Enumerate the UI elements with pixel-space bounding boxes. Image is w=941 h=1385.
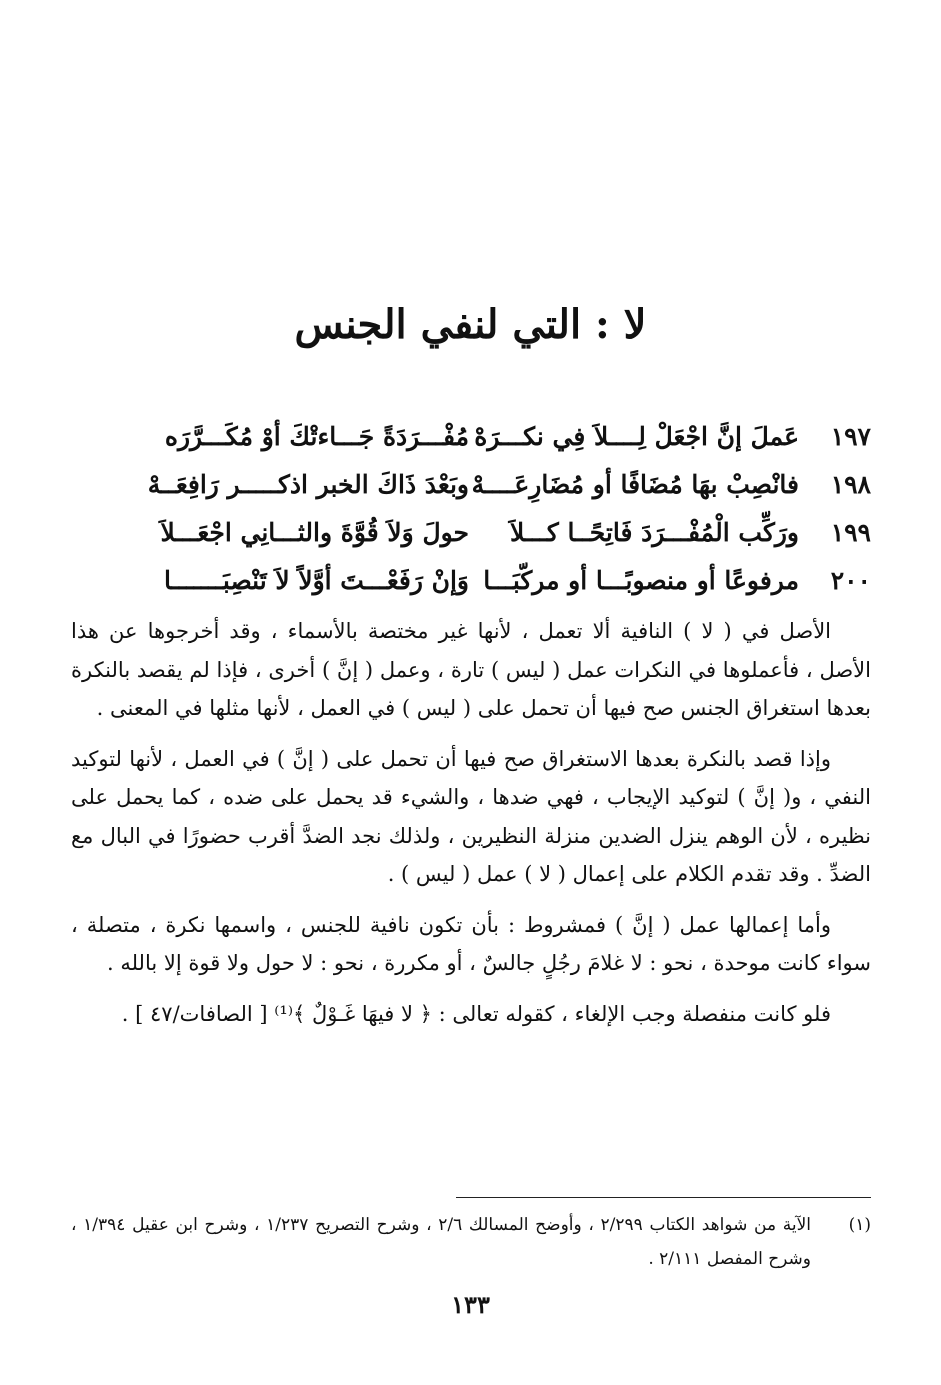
footnote-mark: (١) [848, 1215, 871, 1235]
page-number: ١٣٣ [451, 1290, 490, 1319]
paragraph: وأما إعمالها عمل ( إنَّ ) فمشروط : بأن تكون نافية للجنس ، واسمها نكرة ، متصلة ، سواء كانت موحدة ، نحو : لا غلامَ رجُلٍ جالسٌ ، أو مكررة ، نحو : لا حول ولا قوة إلا بالله . [71, 912, 871, 975]
footnote-divider [456, 1197, 871, 1198]
verse-number: ١٩٨ [830, 469, 871, 499]
body-text [71, 612, 871, 1045]
footnote-text: الآية من شواهد الكتاب ٢/٢٩٩ ، وأوضح المسالك ٢/٦ ، وشرح التصريح ١/٢٣٧ ، وشرح ابن عقيل ١/٣٩٤ ، وشرح المفصل ٢/١١١ . [71, 1215, 811, 1269]
paragraph: فلو كانت منفصلة وجب الإلغاء ، كقوله تعالى : ﴿ لا فيهَا غَـوْلٌ ﴾⁽¹⁾ [ الصافات/٤٧ ] . [121, 1001, 831, 1026]
paragraph: وإذا قصد بالنكرة بعدها الاستغراق صح فيها أن تحمل على ( إنَّ ) في العمل ، لأنها لتوكيد النفي ، و( إنَّ ) لتوكيد الإيجاب ، فهي ضدها ، والشيء قد يحمل على ضده ، كما يحمل على نظيره ، لأن الوهم ينزل الضدين منزلة النظيرين ، ولذلك نجد الضدَّ أقرب حضورًا في البال مع الضدِّ . وقد تقدم الكلام على إعمال ( لا ) عمل ( ليس ) . [71, 746, 871, 886]
verse-number: ١٩٩ [830, 517, 871, 547]
verse-line [71, 556, 871, 604]
verse-second-hemistich: وبَعْدَ ذَاكَ الخبر اذكـــــر رَافِعَــهْ [147, 469, 469, 499]
verse-line [71, 508, 871, 556]
paragraph: الأصل في ( لا ) النافية ألا تعمل ، لأنها غير مختصة بالأسماء ، وقد أخرجوها عن هذا الأصل ، فأعملوها في النكرات عمل ( ليس ) تارة ، وعمل ( إنَّ ) أخرى ، فإذا لم يقصد بالنكرة بعدها استغراق الجنس صح فيها أن تحمل على ( ليس ) في العمل ، لأنها مثلها في المعنى . [71, 619, 871, 720]
verse-first-hemistich: فانْصِبْ بهَا مُضَافًا أو مُضَارِعَــــهْ [471, 469, 799, 499]
footnotes [71, 1208, 871, 1276]
verse-second-hemistich: حولَ وَلاَ قُوَّةَ والثـــانِي اجْعَـــلاَ [160, 517, 469, 547]
verse-second-hemistich: وَإنْ رَفَعْـــتَ أوَّلاً لاَ تَنْصِبَـــــــا [164, 565, 469, 595]
chapter-title: لا : التي لنفي الجنس [294, 301, 647, 348]
verse-line [71, 412, 871, 460]
footnote-item [71, 1208, 871, 1276]
verse-first-hemistich: عَملَ إنَّ اجْعَلْ لِــــلاَ فِي نكـــرَهْ [474, 421, 799, 451]
verse-first-hemistich: مرفوعًا أو منصوبًـــا أو مركّبَـــا [483, 565, 799, 595]
verse-first-hemistich: ورَكِّب الْمُفْـــرَدَ فَاتِحًــا كـــلاَ [510, 517, 799, 547]
verse-second-hemistich: مُفْـــرَدَةً جَـــاءتْكَ أوْ مُكَـــرَّرَه [164, 421, 469, 451]
verse-number: ٢٠٠ [830, 565, 871, 595]
verse-block [71, 412, 871, 604]
verse-number: ١٩٧ [830, 421, 871, 451]
verse-line [71, 460, 871, 508]
